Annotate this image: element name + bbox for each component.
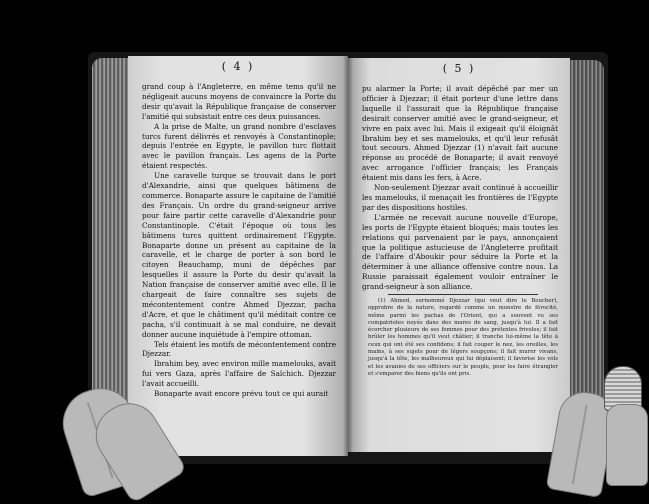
footnote (368, 298, 558, 378)
paragraph: Tels étaient les motifs de mécontentement contre Djezzar. (142, 339, 336, 359)
paragraph: Bonaparte avait encore prévu tout ce qui aurait (154, 389, 329, 399)
left-page (128, 56, 348, 456)
page-number: ( 4 ) (221, 60, 255, 73)
footnote-rule (388, 294, 538, 295)
paragraph: pu alarmer la Porte; il avait dépêché par mer un officier à Djezzar; il était porteur d'une lettre dans laquelle il l'assurait que la République française desirait conserver amitié avec le grand-seigneur, et vivre en paix avec lui. Mais il exigeait qu'il éloignât Ibrahim bey et ses mamelouks, et qu'il leur refusât tout secours. Ahmed Djezzar (1) n'avait fait aucune réponse au procédé de Bonaparte; il avait renvoyé avec arrogance l'officier français; les Français étaient mis dans les fers, à Acre. (362, 84, 558, 183)
right-page (348, 58, 570, 452)
paragraph: Une caravelle turque se trouvait dans le port d'Alexandrie, ainsi que quelques bâtimens de commerce. Bonaparte assure le capitaine de l'amitié des Français. Un ordre du grand-seigneur arrive pour faire partir cette caravelle d'Alexandrie pour Constantinople. C'était l'époque où tous les bâtimens turcs quittent ordinairement l'Egypte. Bonaparte donne un présent au capitaine de la caravelle, et le charge de porter à son bord le citoyen Beauchamp, muni de dépêches par lesquelles il assure la Porte du desir qu'avait la Nation française de conserver amitié avec elle. Il le chargeait de faire connaître ses sujets de mécontentement contre Ahmed Djezzar, pacha d'Acre, et que le châtiment qu'il méditait contre ce pacha, s'il continuait à se mal conduire, ne devait donner aucune inquiétude à l'empire ottoman. (142, 171, 336, 339)
paragraph: Non-seulement Djezzar avait continué à accueillir les mamelouks, il menaçait les frontières de l'Egypte par des dispositions hostiles. (362, 183, 558, 212)
page-number: ( 5 ) (442, 62, 476, 75)
paragraph: L'armée ne recevait aucune nouvelle d'Europe, les ports de l'Egypte étaient bloqués; mais toutes les relations qui parvenaient par le pays, annonçaient que la politique astucieuse de l'Angleterre profitait de l'affaire d'Aboukir pour séduire la Porte et la déterminer à une alliance offensive contre nous. La Russie paraissait également vouloir entraîner le grand-seigneur à son alliance. (362, 212, 558, 292)
paragraph: A la prise de Malte, un grand nombre d'esclaves turcs furent délivrés et renvoyés à Constantinople; depuis l'entrée en Egypte, le pavillon turc flottait avec le pavillon français. Les agens de la Porte étaient respectés. (142, 121, 336, 171)
body-text (142, 82, 336, 399)
paragraph: Ibrahim bey, avec environ mille mamelouks, avait fui vers Gaza, après l'affaire de Salchich. Djezzar l'avait accueilli. (142, 359, 336, 389)
body-text (362, 84, 558, 292)
footnote-text: (1) Ahmed, surnommé Djezzar (qui veut dire le Boucher), opprobre de la nature, regardé comme un monstre de férocité, même parmi les pachas de l'Orient, qui a souvent vu ses compatriotes noyés dans des mares de sang, jusqu'à lui. Il a fait écorcher plusieurs de ses femmes pour des prétextes frivoles; il fait brûler les hommes qu'il veut châtier; il tranche lui-même la tête à ceux qui ont été ses confidens; il fait couper le nez, les oreilles, les mains, à ses sujets pour de légers soupçons; il fait murer vivans, jusqu'à la tête, les malheureux qui lui déplaisent; il favorise les vols et les avanies de ses officiers sur le peuple, pour les faire étrangler et s'emparer des biens qu'ils ont pris. (368, 298, 558, 377)
gloved-finger-right (606, 404, 648, 486)
paragraph: grand coup à l'Angleterre, en même tems qu'il ne négligeait aucuns moyens de convaincre la Porte du desir qu'avait la République française de conserver l'amitié qui subsistait entre ces deux puissances. (142, 82, 336, 121)
book-gutter (343, 56, 353, 456)
